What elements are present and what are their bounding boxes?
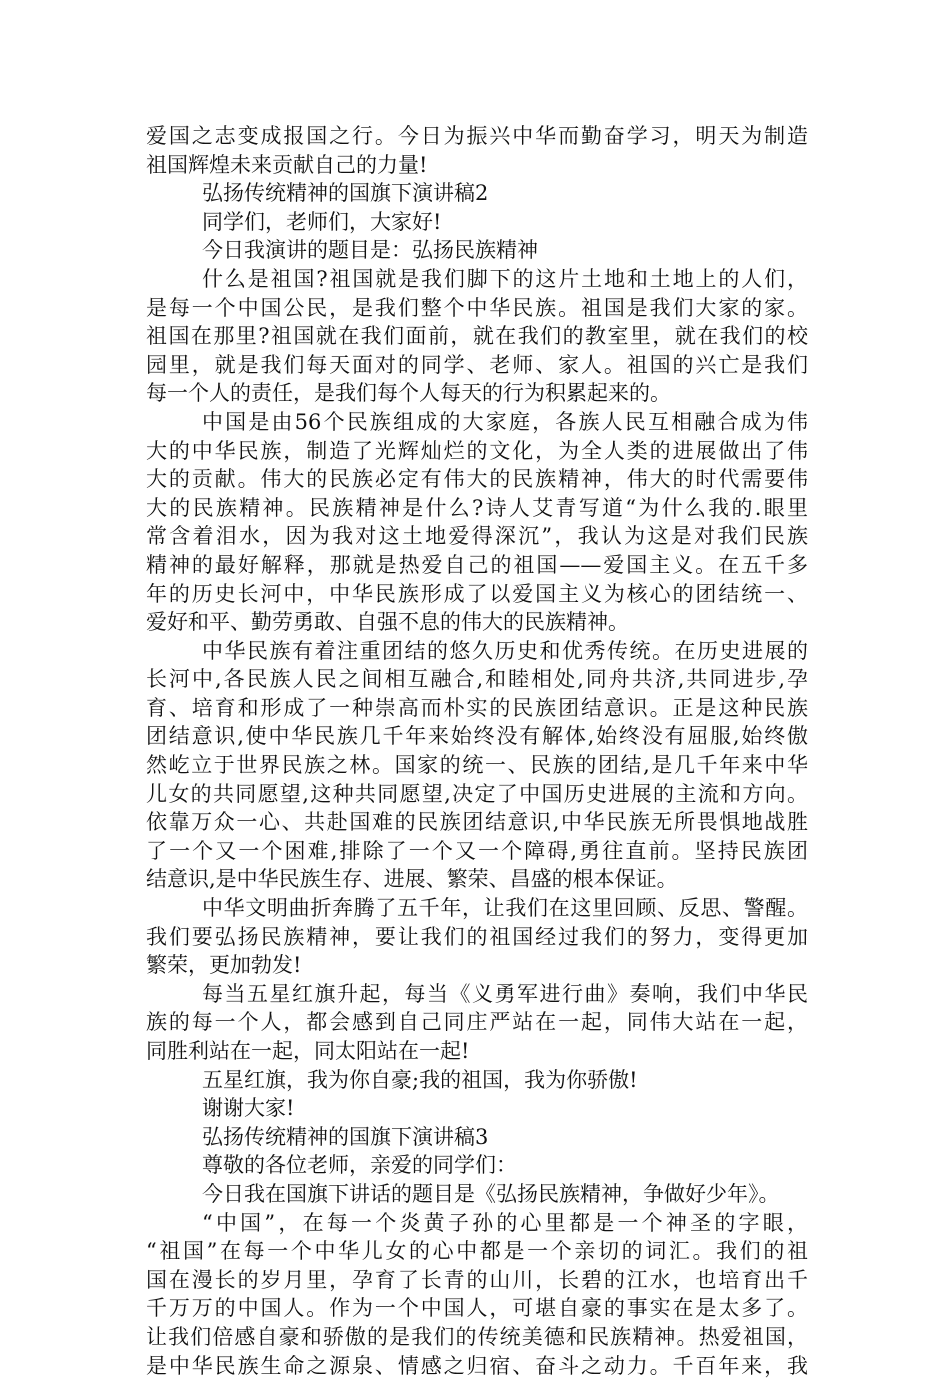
text-line: 结意识,是中华民族生存、进展、繁荣、昌盛的根本保证。 xyxy=(146,867,678,892)
text-line: 什么是祖国?祖国就是我们脚下的这片土地和土地上的人们， xyxy=(202,266,808,291)
text-line: 年的历史长河中，中华民族形成了以爱国主义为核心的团结统一、 xyxy=(146,581,808,606)
text-line: 依靠万众一心、共赴国难的民族团结意识,中华民族无所畏惧地战胜 xyxy=(146,810,808,835)
text-line: 同胜利站在一起，同太阳站在一起! xyxy=(146,1039,470,1063)
text-line: 常含着泪水，因为我对这土地爱得深沉”，我认为这是对我们民族 xyxy=(146,524,808,549)
text-line: 中华文明曲折奔腾了五千年，让我们在这里回顾、反思、警醒。 xyxy=(202,896,808,921)
text-line: 了一个又一个困难,排除了一个又一个障碍,勇往直前。坚持民族团 xyxy=(146,838,808,863)
text-line: “中国”，在每一个炎黄子孙的心里都是一个神圣的字眼， xyxy=(202,1210,808,1235)
text-line: 国在漫长的岁月里，孕育了长青的山川，长碧的江水，也培育出千 xyxy=(146,1267,808,1292)
text-line: 爱国之志变成报国之行。今日为振兴中华而勤奋学习，明天为制造 xyxy=(146,124,808,148)
text-line: 育、培育和形成了一种崇高而朴实的民族团结意识。正是这种民族 xyxy=(146,695,808,720)
text-line: 精神的最好解释，那就是热爱自己的祖国——爱国主义。在五千多 xyxy=(146,552,808,577)
text-line: 中国是由56个民族组成的大家庭，各族人民互相融合成为伟 xyxy=(202,409,808,434)
text-line: 是中华民族生命之源泉、情感之归宿、奋斗之动力。千百年来，我 xyxy=(146,1353,808,1378)
text-line: 繁荣，更加勃发! xyxy=(146,953,302,978)
text-line: 儿女的共同愿望,这种共同愿望,决定了中国历史进展的主流和方向。 xyxy=(146,781,808,806)
text-line: 我们要弘扬民族精神，要让我们的祖国经过我们的努力，变得更加 xyxy=(146,924,808,949)
text-line: 谢谢大家! xyxy=(202,1096,295,1121)
text-line: 同学们，老师们，大家好! xyxy=(202,209,442,234)
text-line: 千万万的中国人。作为一个中国人，可堪自豪的事实在是太多了。 xyxy=(146,1296,808,1321)
text-line: 族的每一个人，都会感到自己同庄严站在一起，同伟大站在一起， xyxy=(146,1010,808,1035)
section-heading: 弘扬传统精神的国旗下演讲稿2 xyxy=(202,181,489,206)
text-line: 尊敬的各位老师，亲爱的同学们： xyxy=(202,1153,517,1178)
text-line: 大的民族精神。民族精神是什么?诗人艾青写道“为什么我的.眼里 xyxy=(146,495,808,520)
text-line: 然屹立于世界民族之林。国家的统一、民族的团结,是几千年来中华 xyxy=(146,753,808,778)
text-line: 团结意识,使中华民族几千年来始终没有解体,始终没有屈服,始终傲 xyxy=(146,724,808,749)
text-line: 今日我在国旗下讲话的题目是《弘扬民族精神，争做好少年》。 xyxy=(202,1181,780,1206)
text-line: 园里，就是我们每天面对的同学、老师、家人。祖国的兴亡是我们 xyxy=(146,352,808,377)
text-line: 五星红旗，我为你自豪;我的祖国，我为你骄傲! xyxy=(202,1067,638,1092)
text-line: 每当五星红旗升起，每当《义勇军进行曲》奏响，我们中华民 xyxy=(202,981,808,1006)
text-line: 今日我演讲的题目是：弘扬民族精神 xyxy=(202,238,538,263)
text-line: 大的贡献。伟大的民族必定有伟大的民族精神，伟大的时代需要伟 xyxy=(146,467,808,492)
text-line: 让我们倍感自豪和骄傲的是我们的传统美德和民族精神。热爱祖国， xyxy=(146,1324,808,1349)
text-line: 大的中华民族，制造了光辉灿烂的文化，为全人类的进展做出了伟 xyxy=(146,438,808,463)
document-body xyxy=(146,122,808,1380)
text-line: 是每一个中国公民，是我们整个中华民族。祖国是我们大家的家。 xyxy=(146,295,808,320)
text-line: 祖国辉煌未来贡献自己的力量! xyxy=(146,152,428,177)
text-line: 祖国在那里?祖国就在我们面前，就在我们的教室里，就在我们的校 xyxy=(146,324,808,349)
text-line: “祖国”在每一个中华儿女的心中都是一个亲切的词汇。我们的祖 xyxy=(146,1239,808,1264)
text-line: 每一个人的责任，是我们每个人每天的行为积累起来的。 xyxy=(146,381,671,406)
section-heading: 弘扬传统精神的国旗下演讲稿3 xyxy=(202,1124,489,1149)
text-line: 爱好和平、勤劳勇敢、自强不息的伟大的民族精神。 xyxy=(146,610,629,635)
text-line: 长河中,各民族人民之间相互融合,和睦相处,同舟共济,共同进步,孕 xyxy=(146,667,808,692)
text-line: 中华民族有着注重团结的悠久历史和优秀传统。在历史进展的 xyxy=(202,638,808,663)
